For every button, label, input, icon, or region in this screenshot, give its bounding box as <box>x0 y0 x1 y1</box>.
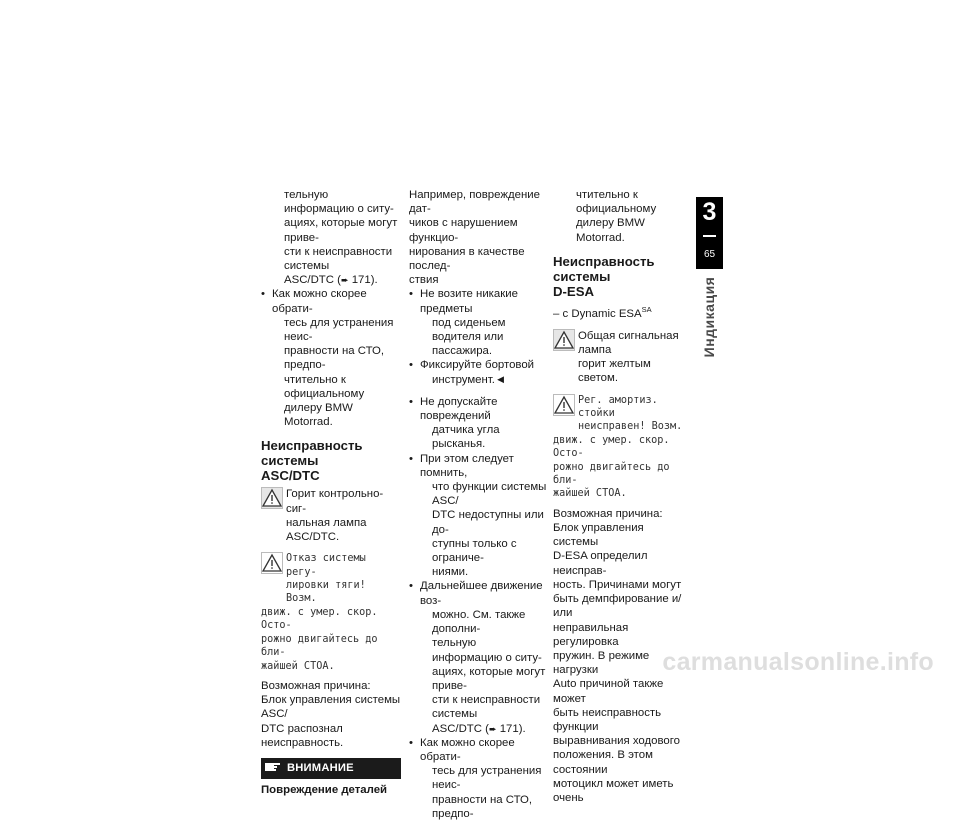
list-item: • Как можно скорее обрати- тесь для устранения неис- правности на СТО, предпо- чтительно к официальному дилеру BMW Motorrad. <box>261 287 401 429</box>
continued-paragraph <box>261 188 401 287</box>
page-reference: ASC/DTC (➨ 171). <box>432 722 526 735</box>
chapter-number: 3 <box>702 198 717 226</box>
indicator-row: Общая сигнальная лампа горит желтым светом. <box>553 329 688 386</box>
section-heading: Неисправность системы ASC/DTC <box>261 438 363 484</box>
list-item: • Дальнейшее движение воз- можно. См. также дополни- тельную информацию о ситу- ациях, которые могут приве- сти к неисправности системы ASC/DTC (➨ 171). <box>409 579 547 735</box>
warning-triangle-icon <box>553 394 577 418</box>
arrow-right-icon: ➨ <box>488 723 497 734</box>
watermark: carmanualsonline.info <box>662 648 934 676</box>
list-item: • Как можно скорее обрати- тесь для устранения неис- правности на СТО, предпо- <box>409 736 547 821</box>
list-item: • Не возите никакие предметы под сиденьем водителя или пассажира. <box>409 287 547 358</box>
warning-triangle-icon <box>553 329 577 353</box>
continued-paragraph: чтительно к официальному дилеру BMW Motorrad. <box>576 189 657 244</box>
page-number: 65 <box>703 249 716 260</box>
arrow-right-icon: ➨ <box>340 275 349 286</box>
text-line: ациях, которые могут приве- <box>284 217 398 244</box>
text-line: тельную информацию о ситу- <box>284 189 394 216</box>
cause-label: Возможная причина: <box>553 507 663 520</box>
text-column-1 <box>261 188 401 797</box>
warning-title: Повреждение деталей <box>261 783 388 796</box>
section-heading: Неисправность системы D-ESA <box>553 253 655 299</box>
chapter-tab <box>696 197 723 269</box>
text-line: сти к неисправности системы <box>284 245 393 273</box>
indicator-row: Горит контрольно-сиг- нальная лампа ASC/DTC. <box>261 487 401 544</box>
warning-triangle-icon <box>261 552 285 576</box>
triangle-left-icon: ◄ <box>494 373 507 386</box>
intro-paragraph: Например, повреждение дат- чиков с нарушением функцио- нирования в качестве послед- ствия <box>409 189 540 287</box>
warning-banner: ВНИМАНИЕ <box>261 758 401 779</box>
list-item: • Фиксируйте бортовой инструмент.◄ <box>409 358 547 386</box>
cause-text: Блок управления системы D-ESA определил неисправ- ность. Причинами могут быть демпфирование и/или неправильная регулировка пружин. В режиме нагрузки Auto причиной также может быть неисправность функции выравнивания ходового положения. В этом состоянии мотоцикл может иметь очень <box>553 522 682 804</box>
divider <box>703 235 716 237</box>
list-item: • При этом следует помнить, что функции системы ASC/ DTC недоступны или до- ступны только с ограниче- ниями. <box>409 452 547 580</box>
page-reference: ASC/DTC (➨ 171). <box>284 274 378 287</box>
list-item: • Не допускайте повреждений датчика угла рысканья. <box>409 395 547 452</box>
display-message: Отказ системы регу- лировки тяги! Возм. движ. с умер. скор. Осто- рожно двигайтесь до бли- жайшей СТОА. <box>261 553 378 672</box>
display-message: Рег. амортиз. стойки неисправен! Возм. движ. с умер. скор. Осто- рожно двигайтесь до бли- жайшей СТОА. <box>553 394 683 500</box>
warning-triangle-icon <box>261 487 285 511</box>
chapter-side-label: Индикация <box>701 276 717 358</box>
equipment-note: – с Dynamic $ESA^{SA}$ <box>553 304 652 320</box>
pointing-hand-icon <box>265 760 281 776</box>
cause-label: Возможная причина: <box>261 679 371 692</box>
text-column-3 <box>553 188 688 805</box>
cause-text: Блок управления системы ASC/ DTC распознал неисправность. <box>261 694 401 749</box>
text-column-2 <box>409 188 547 821</box>
